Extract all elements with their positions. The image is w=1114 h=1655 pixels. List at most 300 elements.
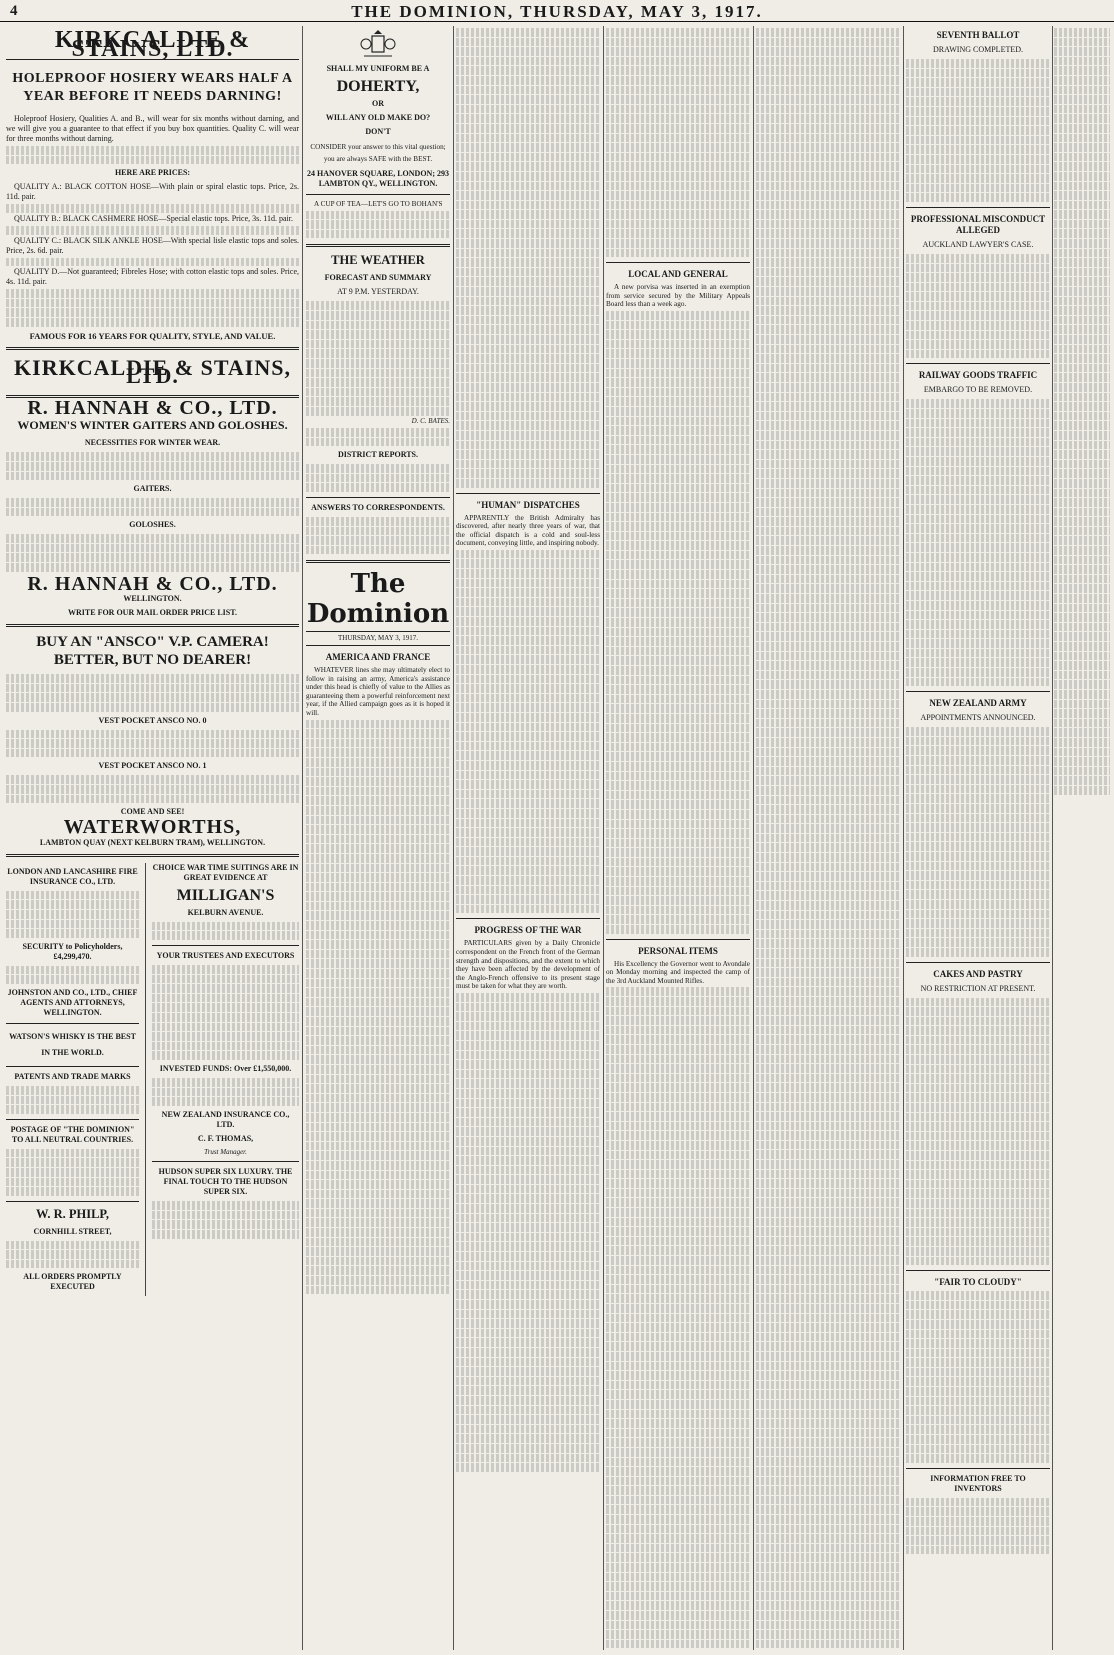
- text-line: [606, 997, 750, 1006]
- text-line: [906, 948, 1050, 957]
- text-line: [6, 1086, 139, 1095]
- text-line: [756, 76, 900, 85]
- text-line: [456, 76, 600, 85]
- newspaper-title: THE DOMINION, THURSDAY, MAY 3, 1917.: [351, 2, 763, 21]
- text-line: [6, 684, 299, 693]
- text-line: [756, 220, 900, 229]
- text-line: [152, 1003, 299, 1012]
- text-line: [906, 910, 1050, 919]
- text-line: [1054, 441, 1110, 450]
- article-body: PARTICULARS given by a Daily Chronicle correspondent on the French front of the German strength and dispositions, and the extent to which they have been affected by the development of the Anglo-French offensive to its present stage must be taken for what they are worth.: [456, 939, 600, 991]
- text-line: [306, 1257, 450, 1266]
- ad-subhead: NECESSITIES FOR WINTER WEAR.: [84, 438, 221, 448]
- divider: [6, 347, 299, 350]
- text-line: [756, 66, 900, 75]
- column-rule: [753, 26, 754, 1650]
- text-line: [756, 489, 900, 498]
- article-subheading: DRAWING COMPLETED.: [932, 45, 1024, 54]
- text-line: [756, 911, 900, 920]
- text-line: [756, 843, 900, 852]
- text-line: [906, 611, 1050, 620]
- text-line: [756, 1419, 900, 1428]
- text-line: [306, 330, 450, 339]
- text-line: [456, 1175, 600, 1184]
- text-line: [306, 892, 450, 901]
- text-line: [906, 428, 1050, 437]
- text-line: [756, 565, 900, 574]
- text-line: [906, 534, 1050, 543]
- text-line: [306, 748, 450, 757]
- text-line: [906, 1425, 1050, 1434]
- text-line: [606, 1189, 750, 1198]
- text-line: [456, 559, 600, 568]
- text-line: [306, 959, 450, 968]
- text-line: [456, 402, 600, 411]
- text-line: [906, 794, 1050, 803]
- text-line: [606, 1496, 750, 1505]
- text-line: [1054, 709, 1110, 718]
- text-line: [756, 1592, 900, 1601]
- text-line: [906, 311, 1050, 320]
- text-line: [756, 105, 900, 114]
- text-line: [1054, 57, 1110, 66]
- text-line: [756, 325, 900, 334]
- text-line: [306, 359, 450, 368]
- text-line: [606, 666, 750, 675]
- text-line: [756, 575, 900, 584]
- text-line: [606, 369, 750, 378]
- text-line: [606, 484, 750, 493]
- text-line: [906, 1209, 1050, 1218]
- text-line: [756, 824, 900, 833]
- text-line: [606, 114, 750, 123]
- text-line: [1054, 47, 1110, 56]
- text-line: [906, 467, 1050, 476]
- text-line: [606, 191, 750, 200]
- text-line: [606, 1515, 750, 1524]
- text-line: [6, 1250, 139, 1259]
- text-line: [756, 1016, 900, 1025]
- text-line: [606, 86, 750, 95]
- news-column: [456, 28, 600, 1648]
- text-line: [906, 1084, 1050, 1093]
- text-line: [306, 768, 450, 777]
- text-line: [756, 1208, 900, 1217]
- text-line: [1054, 776, 1110, 785]
- text-line: [456, 162, 600, 171]
- news-column: [756, 28, 900, 1648]
- text-line: [6, 258, 299, 267]
- text-line: [756, 1103, 900, 1112]
- text-line: [606, 321, 750, 330]
- text-line: [606, 445, 750, 454]
- text-line: [606, 551, 750, 560]
- text-line: [456, 1252, 600, 1261]
- divider: [306, 560, 450, 563]
- text-line: [456, 124, 600, 133]
- divider: [6, 1023, 139, 1024]
- text-line: [606, 1486, 750, 1495]
- text-line: [606, 1064, 750, 1073]
- text-line: [906, 476, 1050, 485]
- text-line: [756, 1246, 900, 1255]
- text-line: [6, 563, 299, 572]
- ad-subhead: WRITE FOR OUR MAIL ORDER PRICE LIST.: [68, 608, 237, 618]
- divider: [306, 194, 450, 195]
- text-line: [906, 1498, 1050, 1507]
- text-line: [456, 373, 600, 382]
- text-line: [756, 796, 900, 805]
- text-line: [6, 900, 139, 909]
- text-line: [456, 57, 600, 66]
- text-line: [606, 560, 750, 569]
- column-rule: [903, 26, 904, 1650]
- ad-subhead: 24 HANOVER SQUARE, LONDON; 293 LAMBTON QY., WELLINGTON.: [306, 169, 449, 188]
- divider: [6, 624, 299, 627]
- text-line: [906, 486, 1050, 495]
- text-line: [456, 105, 600, 114]
- text-line: [306, 483, 450, 492]
- text-line: [456, 579, 600, 588]
- text-line: [152, 922, 299, 931]
- text-line: [906, 1536, 1050, 1545]
- text-line: [606, 896, 750, 905]
- text-line: [6, 674, 299, 683]
- ad-headline: PATENTS AND TRADE MARKS: [14, 1071, 131, 1081]
- text-line: [906, 1527, 1050, 1536]
- text-line: [306, 825, 450, 834]
- text-line: [606, 877, 750, 886]
- text-line: [606, 513, 750, 522]
- column-rule: [1052, 26, 1053, 1650]
- text-line: [906, 900, 1050, 909]
- text-line: [756, 930, 900, 939]
- text-line: [152, 1042, 299, 1051]
- text-line: [456, 1386, 600, 1395]
- text-line: [152, 1023, 299, 1032]
- text-line: [756, 249, 900, 258]
- text-line: [456, 1300, 600, 1309]
- text-line: [456, 1194, 600, 1203]
- text-line: [456, 1166, 600, 1175]
- text-line: [1054, 623, 1110, 632]
- text-line: [606, 1362, 750, 1371]
- text-line: [306, 1161, 450, 1170]
- text-line: [606, 810, 750, 819]
- text-line: [456, 479, 600, 488]
- text-line: [906, 505, 1050, 514]
- section-heading: PERSONAL ITEMS: [638, 945, 718, 956]
- ad-headline: BUY AN "ANSCO" V.P. CAMERA! BETTER, BUT NO DEARER!: [36, 634, 269, 669]
- text-line: [756, 1601, 900, 1610]
- text-line: [606, 1390, 750, 1399]
- text-line: [1054, 66, 1110, 75]
- text-line: [756, 690, 900, 699]
- text-line: [606, 143, 750, 152]
- text-line: [756, 1371, 900, 1380]
- text-line: [606, 1045, 750, 1054]
- text-line: [906, 1055, 1050, 1064]
- text-line: [152, 1211, 299, 1220]
- text-line: [606, 1304, 750, 1313]
- text-line: [756, 556, 900, 565]
- text-line: [306, 378, 450, 387]
- dominion-nameplate: The Dominion: [306, 569, 450, 630]
- signature: D. C. BATES.: [411, 416, 450, 425]
- text-line: [756, 1505, 900, 1514]
- text-line: [906, 804, 1050, 813]
- text-line: [456, 857, 600, 866]
- text-line: [756, 364, 900, 373]
- text-line: [456, 1118, 600, 1127]
- ad-body: A CUP OF TEA—LET'S GO TO BOHAN'S: [314, 200, 443, 208]
- text-line: [756, 997, 900, 1006]
- text-line: [756, 441, 900, 450]
- article-body: APPARENTLY the British Admiralty has discovered, after nearly three years of war, that the official dispatch is a cold and soul-less document, conveying little, and inspiring nobody.: [456, 513, 600, 548]
- text-line: [906, 447, 1050, 456]
- ad-subhead: NEW ZEALAND INSURANCE CO., LTD.: [161, 1109, 290, 1129]
- text-line: [756, 402, 900, 411]
- text-line: [906, 563, 1050, 572]
- text-line: [606, 417, 750, 426]
- text-line: [606, 76, 750, 85]
- text-line: [456, 1358, 600, 1367]
- text-line: [606, 210, 750, 219]
- text-line: [456, 1233, 600, 1242]
- text-line: [606, 1141, 750, 1150]
- text-line: [1054, 412, 1110, 421]
- text-line: [756, 335, 900, 344]
- ad-item: QUALITY A.: BLACK COTTON HOSE—With plain or spiral elastic tops. Price, 2s. 11d. pair.: [6, 182, 299, 202]
- article-heading: NEW ZEALAND ARMY: [929, 698, 1027, 709]
- text-line: [1054, 748, 1110, 757]
- text-line: [1054, 604, 1110, 613]
- ad-headline: WOMEN'S WINTER GAITERS AND GOLOSHES.: [17, 418, 288, 433]
- text-line: [306, 1180, 450, 1189]
- text-line: [906, 457, 1050, 466]
- text-line: [456, 1242, 600, 1251]
- text-line: [906, 572, 1050, 581]
- text-line: [606, 1151, 750, 1160]
- text-line: [456, 153, 600, 162]
- text-line: [1054, 287, 1110, 296]
- brand-heading: KIRKCALDIE & STAINS, LTD.: [14, 354, 291, 389]
- text-line: [456, 335, 600, 344]
- text-line: [1054, 354, 1110, 363]
- text-line: [756, 431, 900, 440]
- ad-item: QUALITY B.: BLACK CASHMERE HOSE—Special elastic tops. Price, 3s. 11d. pair.: [14, 213, 293, 223]
- text-line: [1054, 201, 1110, 210]
- text-line: [456, 191, 600, 200]
- text-line: [756, 95, 900, 104]
- text-line: [456, 751, 600, 760]
- text-line: [756, 86, 900, 95]
- text-line: [1054, 76, 1110, 85]
- text-line: [606, 38, 750, 47]
- text-line: [906, 1368, 1050, 1377]
- text-line: [906, 746, 1050, 755]
- text-line: [606, 1505, 750, 1514]
- text-line: [306, 844, 450, 853]
- text-line: [906, 184, 1050, 193]
- text-line: [906, 117, 1050, 126]
- text-line: [1054, 489, 1110, 498]
- text-line: [6, 472, 299, 481]
- text-line: [306, 349, 450, 358]
- text-line: [906, 852, 1050, 861]
- text-line: [756, 1227, 900, 1236]
- news-column: [606, 28, 750, 1648]
- text-line: [906, 419, 1050, 428]
- text-line: [906, 409, 1050, 418]
- text-line: [456, 441, 600, 450]
- text-line: [456, 28, 600, 37]
- text-line: [906, 766, 1050, 775]
- text-line: [756, 1390, 900, 1399]
- text-line: [906, 814, 1050, 823]
- text-line: [606, 987, 750, 996]
- text-line: [456, 1156, 600, 1165]
- text-line: [606, 580, 750, 589]
- text-line: [6, 785, 299, 794]
- text-line: [756, 604, 900, 613]
- text-line: [456, 1214, 600, 1223]
- ad-subcolumn: [6, 863, 146, 1297]
- divider: [152, 945, 299, 946]
- text-line: [906, 833, 1050, 842]
- text-line: [606, 628, 750, 637]
- text-line: [152, 1220, 299, 1229]
- text-line: [756, 1314, 900, 1323]
- text-line: [606, 407, 750, 416]
- text-line: [606, 359, 750, 368]
- text-line: [756, 1179, 900, 1188]
- text-line: [1054, 613, 1110, 622]
- text-line: [606, 781, 750, 790]
- text-line: [606, 1429, 750, 1438]
- text-line: [606, 1601, 750, 1610]
- text-line: [1054, 38, 1110, 47]
- text-line: [306, 1103, 450, 1112]
- text-line: [6, 730, 299, 739]
- text-line: [6, 156, 299, 165]
- text-line: [306, 301, 450, 310]
- text-line: [456, 1444, 600, 1453]
- brand-heading: WATERWORTHS,: [63, 816, 242, 839]
- text-line: [756, 1275, 900, 1284]
- text-line: [456, 421, 600, 430]
- text-line: [906, 756, 1050, 765]
- text-line: [606, 239, 750, 248]
- text-line: [906, 88, 1050, 97]
- text-line: [306, 911, 450, 920]
- text-line: [756, 1256, 900, 1265]
- text-line: [606, 1237, 750, 1246]
- text-line: [606, 772, 750, 781]
- text-line: [606, 848, 750, 857]
- text-line: [456, 684, 600, 693]
- text-line: [1054, 249, 1110, 258]
- ad-brand: DOHERTY,: [336, 78, 420, 95]
- text-line: [1054, 114, 1110, 123]
- text-line: [756, 1640, 900, 1648]
- text-line: [6, 1168, 139, 1177]
- text-line: [456, 1003, 600, 1012]
- text-line: [1054, 268, 1110, 277]
- text-line: [152, 1088, 299, 1097]
- text-line: [456, 598, 600, 607]
- text-line: [306, 527, 450, 536]
- text-line: [756, 671, 900, 680]
- article-heading: "FAIR TO CLOUDY": [934, 1277, 1022, 1288]
- text-line: [606, 436, 750, 445]
- section-heading: LOCAL AND GENERAL: [628, 269, 728, 280]
- text-line: [6, 920, 139, 929]
- text-line: [756, 134, 900, 143]
- text-line: [906, 1445, 1050, 1454]
- ad-subhead: GOLOSHES.: [129, 520, 176, 530]
- text-line: [456, 617, 600, 626]
- text-line: [606, 1035, 750, 1044]
- text-line: [306, 1113, 450, 1122]
- text-line: [756, 1563, 900, 1572]
- text-line: [6, 795, 299, 804]
- divider: [906, 1468, 1050, 1469]
- text-line: [1054, 86, 1110, 95]
- text-line: [306, 1151, 450, 1160]
- text-line: [756, 1333, 900, 1342]
- text-line: [606, 820, 750, 829]
- text-line: [456, 569, 600, 578]
- text-line: [756, 815, 900, 824]
- text-line: [756, 1083, 900, 1092]
- text-line: [456, 1147, 600, 1156]
- text-line: [756, 47, 900, 56]
- text-line: [906, 1507, 1050, 1516]
- divider: [6, 1066, 139, 1067]
- text-line: [456, 182, 600, 191]
- text-line: [906, 1189, 1050, 1198]
- text-line: [606, 1016, 750, 1025]
- text-line: [456, 1099, 600, 1108]
- text-line: [306, 854, 450, 863]
- text-line: [756, 901, 900, 910]
- text-line: [606, 1160, 750, 1169]
- text-line: [906, 871, 1050, 880]
- text-line: [606, 474, 750, 483]
- text-line: [906, 174, 1050, 183]
- text-line: [606, 1400, 750, 1409]
- divider: [306, 497, 450, 498]
- text-line: [456, 364, 600, 373]
- ad-headline: W. R. PHILP,: [35, 1206, 110, 1221]
- ad-body: Holeproof Hosiery, Qualities A. and B., will wear for six months without darning, and we will give you a guarantee to that effect if you buy box quantities. Quality C. will wear for three months without darning.: [6, 114, 299, 144]
- text-line: [456, 1022, 600, 1031]
- ad-subhead: CORNHILL STREET,: [33, 1226, 112, 1236]
- text-line: [606, 397, 750, 406]
- text-line: [1054, 738, 1110, 747]
- text-line: [606, 676, 750, 685]
- text-line: [456, 412, 600, 421]
- text-line: [306, 864, 450, 873]
- ad-headline: POSTAGE OF "THE DOMINION" TO ALL NEUTRAL COUNTRIES.: [10, 1124, 135, 1144]
- text-line: [1054, 325, 1110, 334]
- text-line: [1054, 229, 1110, 238]
- text-line: [456, 1271, 600, 1280]
- ad-headline: LONDON AND LANCASHIRE FIRE INSURANCE CO., LTD.: [7, 866, 138, 886]
- text-line: [906, 1141, 1050, 1150]
- text-line: [456, 1031, 600, 1040]
